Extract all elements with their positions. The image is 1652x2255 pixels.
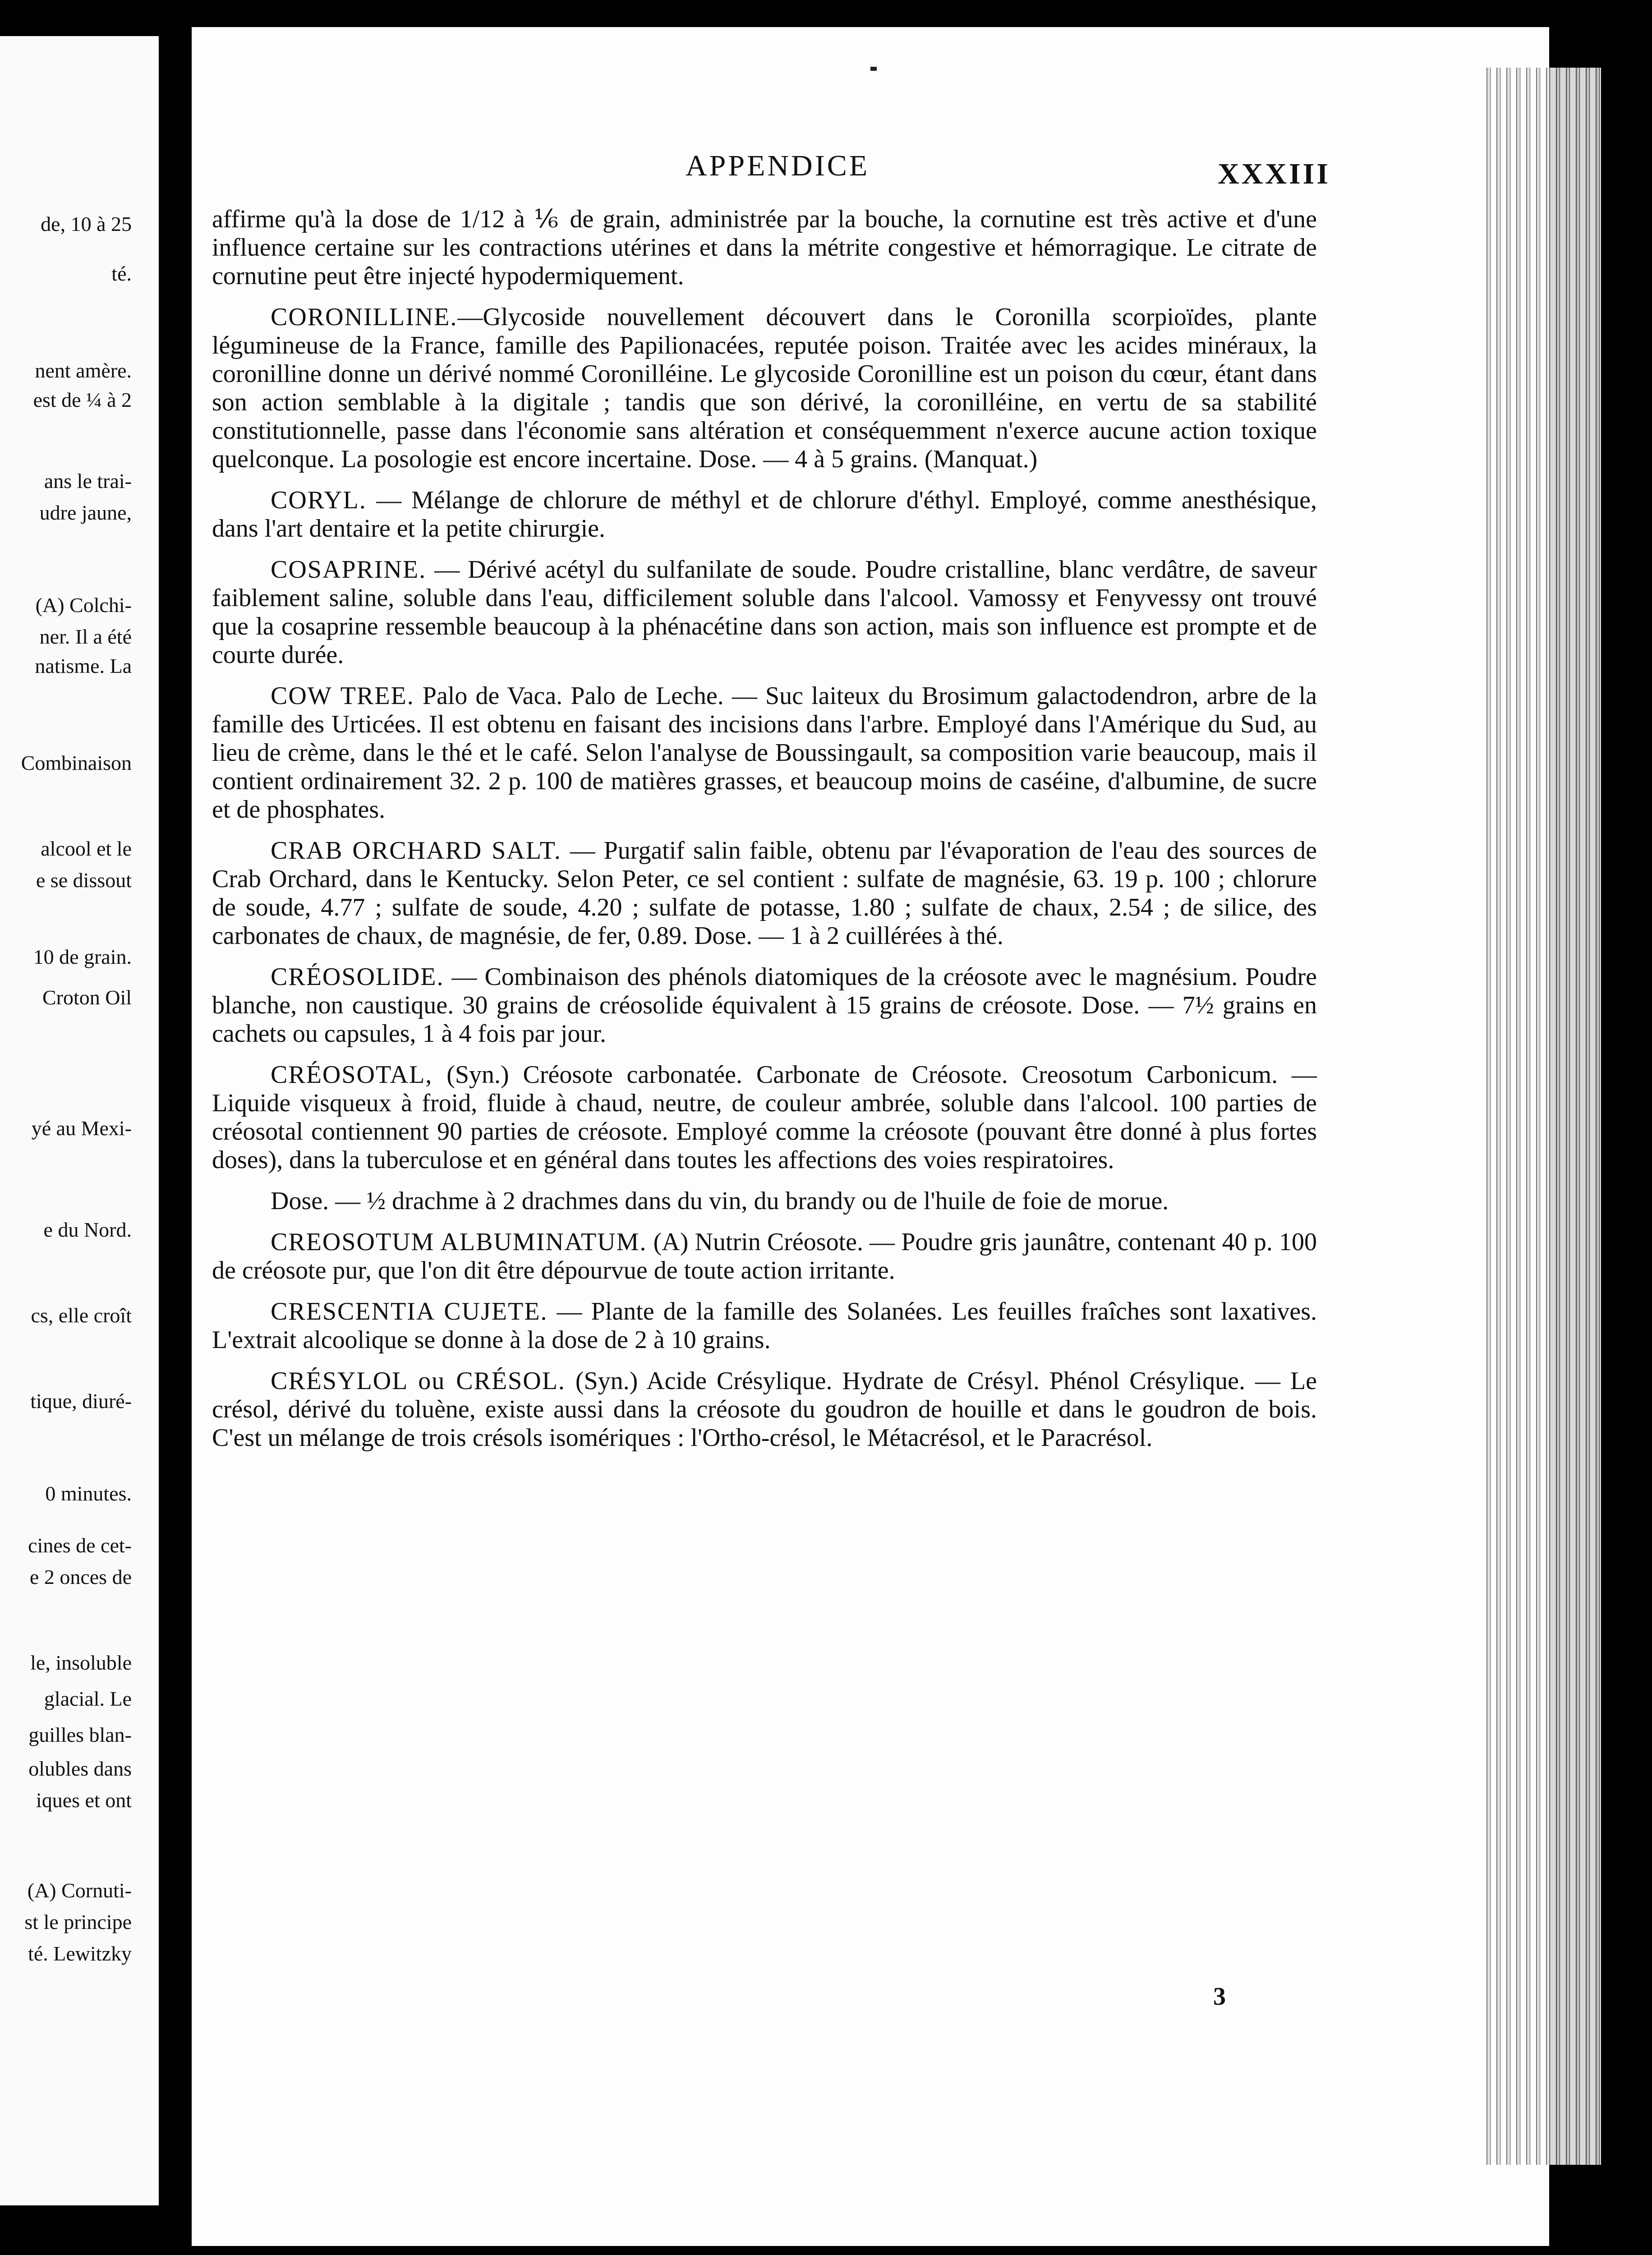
left-page-line: natisme. La [35, 654, 132, 677]
left-page-line: e du Nord. [43, 1218, 132, 1241]
entry-creosotal-dose [212, 1187, 1317, 1215]
entry-text: (Syn.) Créosote carbonatée. Carbonate de Créosote. Creosotum Carbonicum. — Liquide visqueux à froid, fluide à chaud, neutre, de couleur ambrée, soluble dans l'alcool. 100 parties de créosotal contiennent 90 parties de créosote. Employé comme la créosote (pouvant être donné à plus fortes doses), dans la tuberculose et en général dans toutes les affections des voies respiratoires. [212, 1061, 1317, 1174]
left-page-line: glacial. Le [44, 1687, 132, 1710]
entry-coronilline [212, 303, 1317, 474]
entry-text: — Purgatif salin faible, obtenu par l'évaporation de l'eau des sources de Crab Orchard, dans le Kentucky. Selon Peter, ce sel contient : sulfate de magnésie, 63. 19 p. 100 ; chlorure de soude, 4.77 ; sulfate de soude, 4.20 ; sulfate de potasse, 1.80 ; sulfate de chaux, 2.54 ; de silice, des carbonates de chaux, de magnésie, de fer, 0.89. Dose. — 1 à 2 cuillérées à thé. [212, 837, 1317, 950]
left-page-line: (A) Cornuti- [27, 1879, 132, 1902]
entry-cresylol [212, 1367, 1317, 1452]
entry-text: — Combinaison des phénols diatomiques de la créosote avec le magnésium. Poudre blanche, non caustique. 30 grains de créosolide équivalent à 15 grains de créosote. Dose. — 7½ grains en cachets ou capsules, 1 à 4 fois par jour. [212, 963, 1317, 1048]
entry-head: CORONILLINE. [271, 303, 458, 331]
left-page-line: ner. Il a été [39, 625, 132, 648]
left-page-line: est de ¼ à 2 [33, 388, 132, 411]
left-page-line: e se dissout [36, 869, 132, 892]
left-page-line: té. [111, 262, 132, 285]
entry-creosotum-albuminatum [212, 1228, 1317, 1285]
entry-text: Dose. — ½ drachme à 2 drachmes dans du vin, du brandy ou de l'huile de foie de morue. [271, 1187, 1169, 1215]
left-page-line: (A) Colchi- [35, 594, 132, 617]
entry-head: CREOSOTUM ALBUMINATUM. [271, 1228, 647, 1256]
entry-continuation [212, 205, 1317, 290]
entry-head: COW TREE. [271, 682, 414, 710]
entry-text: (A) Nutrin Créosote. — Poudre gris jaunâtre, contenant 40 p. 100 de créosote pur, que l'on dit être dépourvue de toute action irritante. [212, 1228, 1317, 1284]
left-page-line: iques et ont [36, 1789, 132, 1812]
left-page-line: alcool et le [41, 837, 132, 860]
entry-cosaprine [212, 556, 1317, 669]
left-page-line: st le principe [24, 1910, 132, 1933]
left-page-line: de, 10 à 25 [41, 212, 132, 235]
entry-head: CRÉOSOLIDE. [271, 963, 444, 991]
entry-text: — Mélange de chlorure de méthyl et de chlorure d'éthyl. Employé, comme anesthésique, dans l'art dentaire et la petite chirurgie. [212, 486, 1317, 543]
left-page-line: olubles dans [28, 1757, 132, 1780]
left-page-line: 10 de grain. [33, 945, 132, 968]
entry-text: Palo de Vaca. Palo de Leche. — Suc laiteux du Brosimum galactodendron, arbre de la famille des Urticées. Il est obtenu en faisant des incisions dans l'arbre. Employé dans l'Amérique du Sud, au lieu de crème, dans le thé et le café. Selon l'analyse de Boussingault, sa composition varie beaucoup, mais il contient ordinairement 32. 2 p. 100 de matières grasses, et beaucoup moins de caséine, d'albumine, de sucre et de phosphates. [212, 682, 1317, 824]
entry-crescentia-cujete [212, 1298, 1317, 1354]
header-folio: XXXIII [1217, 157, 1330, 190]
left-page-line: nent amère. [35, 359, 132, 382]
entry-head: COSAPRINE. [271, 556, 427, 584]
entry-text: —Glycoside nouvellement découvert dans le Coronilla scorpioïdes, plante légumineuse de la France, famille des Papilionacées, reputée poison. Traitée avec les acides minéraux, la coronilline donne un dérivé nommé Coronilléine. Le glycoside Coronilline est un poison du cœur, étant dans son action semblable à la digitale ; tandis que son dérivé, la coronilléine, en vertu de sa stabilité constitutionnelle, passe dans l'économie sans altération et conséquemment n'exerce aucune action toxique quelconque. La posologie est encore incertaine. Dose. — 4 à 5 grains. (Manquat.) [212, 303, 1317, 473]
left-page-line: cs, elle croît [31, 1304, 132, 1327]
left-page-line: le, insoluble [30, 1651, 132, 1674]
entry-head: CRESCENTIA CUJETE. [271, 1298, 548, 1325]
left-page-line: té. Lewitzky [28, 1942, 132, 1965]
entry-text: — Dérivé acétyl du sulfanilate de soude. Poudre cristalline, blanc verdâtre, de saveur faiblement saline, soluble dans l'eau, difficilement soluble dans l'alcool. Vamossy et Fenyvessy ont trouvé que la cosaprine ressemble beaucoup à la phénacétine dans son action, mais son influence est prompte et de courte durée. [212, 556, 1317, 669]
entry-text: (Syn.) Acide Crésylique. Hydrate de Crésyl. Phénol Crésylique. — Le crésol, dérivé du toluène, existe aussi dans la créosote du goudron de houille et dans le goudron de bois. C'est un mélange de trois crésols isomériques : l'Ortho-crésol, le Métacrésol, et le Paracrésol. [212, 1367, 1317, 1452]
scan-mark [870, 67, 877, 71]
entry-cow-tree [212, 682, 1317, 824]
left-page-line: udre jaune, [39, 501, 132, 524]
left-page-line: 0 minutes. [45, 1482, 132, 1505]
left-page-line: yé au Mexi- [31, 1117, 132, 1140]
entry-head: CRAB ORCHARD SALT. [271, 837, 561, 865]
left-page-line: tique, diuré- [30, 1390, 132, 1413]
page-edge [1484, 68, 1601, 2165]
left-page-line: ans le trai- [44, 469, 132, 492]
left-page-line: cines de cet- [28, 1534, 132, 1557]
entry-coryl [212, 486, 1317, 543]
header-title: APPENDICE [686, 149, 870, 182]
entry-head: CORYL. [271, 486, 367, 514]
left-page-line: e 2 onces de [29, 1565, 132, 1588]
entry-crab-orchard-salt [212, 837, 1317, 950]
entry-head: CRÉOSOTAL, [271, 1061, 433, 1089]
entry-text: — Plante de la famille des Solanées. Les feuilles fraîches sont laxatives. L'extrait alcoolique se donne à la dose de 2 à 10 grains. [212, 1298, 1317, 1354]
signature-mark: 3 [1213, 1983, 1226, 2011]
left-page-line: Croton Oil [42, 986, 132, 1009]
left-page-line: Combinaison [21, 751, 132, 774]
running-header [235, 149, 1330, 198]
entry-head: CRÉSYLOL ou CRÉSOL. [271, 1367, 566, 1395]
entry-creosolide [212, 963, 1317, 1048]
entry-text: affirme qu'à la dose de 1/12 à ⅙ de grain, administrée par la bouche, la cornutine est très active et d'une influence certaine sur les contractions utérines et dans la métrite congestive et hémorragique. Le citrate de cornutine peut être injecté hypodermiquement. [212, 205, 1317, 290]
left-page-line: guilles blan- [28, 1723, 132, 1746]
entry-creosotal [212, 1061, 1317, 1174]
main-text [212, 205, 1317, 1465]
